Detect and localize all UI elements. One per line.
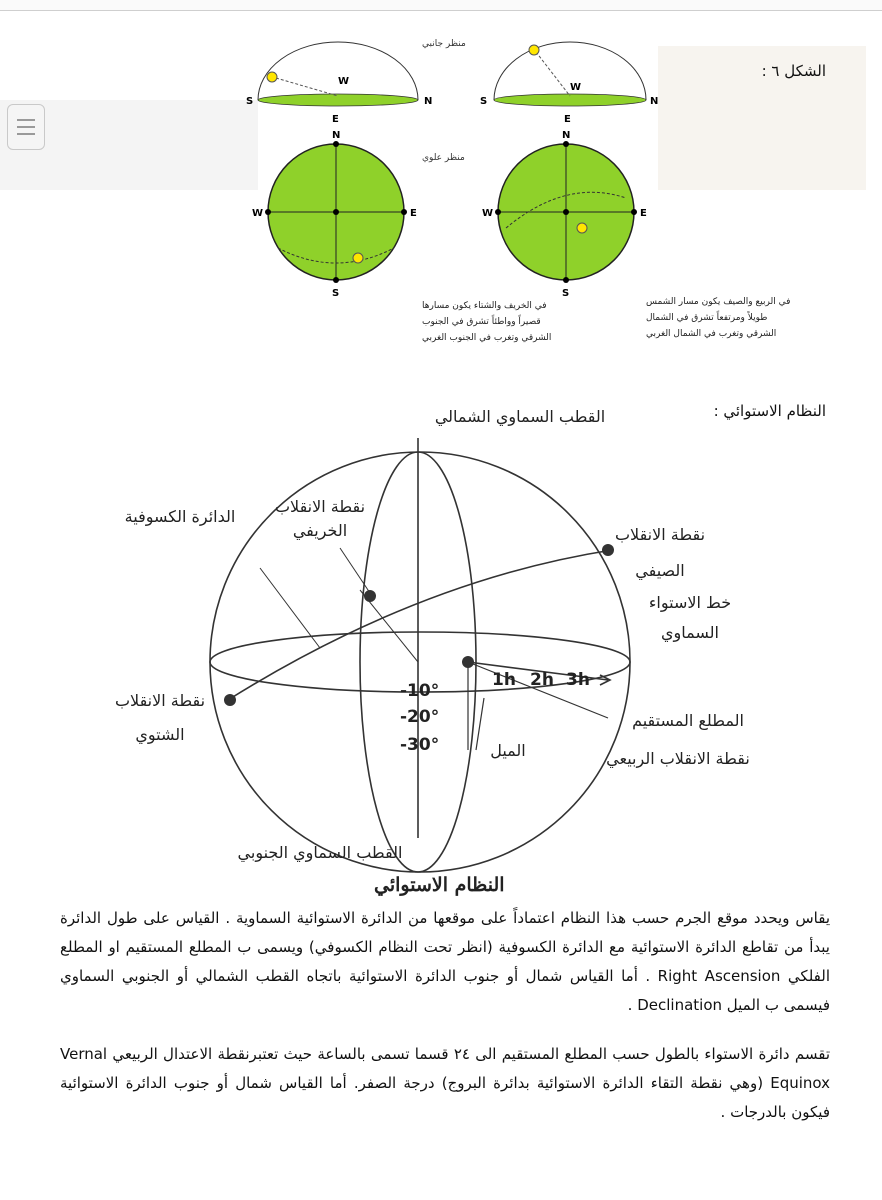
north-label: N (424, 96, 433, 107)
right-dome-diagram (480, 42, 658, 125)
pointer-line (260, 568, 320, 648)
left-dome-diagram (246, 42, 432, 125)
north-label: N (332, 130, 341, 141)
right-top-view (482, 130, 647, 299)
autumn-equinox-label: نقطة الانقلاب (274, 497, 366, 516)
summer-solstice-label: نقطة الانقلاب (614, 525, 706, 544)
north-pole-label: القطب السماوي الشمالي (434, 407, 606, 426)
south-label: S (480, 96, 488, 107)
right-ascension-label: المطلع المستقيم (632, 711, 744, 730)
winter-solstice-label: الشتوي (135, 725, 185, 744)
declination-label: الميل (490, 741, 526, 760)
sun-icon (577, 223, 587, 233)
section-title: النظام الاستوائي : (713, 402, 826, 420)
east-label: E (640, 208, 647, 219)
menu-icon-line (17, 133, 35, 135)
east-label: E (410, 208, 417, 219)
east-label: E (332, 114, 339, 125)
west-label: W (252, 208, 264, 219)
winter-solstice-label: نقطة الانقلاب (114, 691, 206, 710)
celestial-sphere (210, 452, 630, 872)
diagram-caption: النظام الاستوائي (374, 874, 505, 896)
sun-icon (353, 253, 363, 263)
paragraph-1: يقاس ويحدد موقع الجرم حسب هذا النظام اعتماداً على موقعها من الدائرة الاستوائية السماوية . القياس على طول الدائرة يبدأ من تقاطع الدائرة الاستوائية مع الدائرة الكسوفية (انظر تحت النظام الكسوفي) ويسمى ب المطلع المستقيم او المطلع الفلكي Right Ascension . أما القياس شمال أو جنوب الدائرة الاستوائية باتجاه القطب الشمالي أو الجنوبي السماوي فيسمى ب الميل Declination . (60, 909, 830, 1014)
degree-label: -10° (400, 681, 440, 701)
top-bar (0, 0, 882, 11)
north-label: N (650, 96, 659, 107)
degree-label: -20° (400, 707, 440, 727)
winter-solstice-point (224, 694, 236, 706)
left-caption-line: قصيراً وواطئاً تشرق في الجنوب (422, 317, 541, 327)
summer-solstice-point (602, 544, 614, 556)
hour-label: 2h (530, 670, 554, 690)
menu-icon-line (17, 126, 35, 128)
figure-6-sun-paths (246, 28, 791, 358)
hour-label: 3h (566, 670, 590, 690)
menu-icon-line (17, 119, 35, 121)
sun-icon (529, 45, 539, 55)
right-caption-line: طويلاً ومرتفعاً تشرق في الشمال (646, 313, 768, 323)
vernal-equinox-label: نقطة الانقلاب الربيعي (606, 749, 750, 768)
ecliptic-circle (228, 550, 612, 700)
figure-label: الشكل ٦ : (761, 62, 826, 80)
north-label: N (562, 130, 571, 141)
south-pole-label: القطب السماوي الجنوبي (237, 843, 403, 862)
ecliptic-label: الدائرة الكسوفية (124, 507, 236, 526)
left-caption-line: في الخريف والشتاء يكون مسارها (422, 301, 547, 311)
equator-label: السماوي (661, 623, 719, 642)
autumn-equinox-point (364, 590, 376, 602)
east-label: E (564, 114, 571, 125)
hour-label: 1h (492, 670, 516, 690)
vernal-equinox-point (462, 656, 474, 668)
south-label: S (332, 288, 340, 299)
west-label: W (482, 208, 494, 219)
sun-icon (267, 72, 277, 82)
equatorial-system-diagram (100, 400, 800, 900)
paragraph-2: تقسم دائرة الاستواء بالطول حسب المطلع المستقيم الى ٢٤ قسما تسمى بالساعة حيث تعتبرنقطة الاعتدال الربيعي Vernal Equinox (وهي نقطة التقاء الدائرة الاستوائية بدائرة البروج) درجة الصفر. أما القياس شمال أو جنوب الدائرة الاستوائية فيكون بالدرجات . (60, 1045, 830, 1121)
summer-solstice-label: الصيفي (635, 561, 685, 580)
side-view-label: منظر جانبي (422, 39, 466, 49)
left-top-view (252, 130, 417, 299)
right-caption-line: الشرقي وتغرب في الشمال الغربي (646, 329, 777, 339)
west-label: W (338, 76, 350, 87)
equator-label: خط الاستواء (648, 593, 732, 612)
west-label: W (570, 82, 582, 93)
degree-label: -30° (400, 735, 440, 755)
left-caption-line: الشرقي وتغرب في الجنوب الغربي (422, 333, 552, 343)
south-label: S (562, 288, 570, 299)
menu-button[interactable] (7, 104, 45, 150)
autumn-equinox-label: الخريفي (292, 521, 348, 540)
south-label: S (246, 96, 254, 107)
right-caption-line: في الربيع والصيف يكون مسار الشمس (646, 297, 791, 307)
declination-arrow (476, 698, 484, 750)
top-view-label: منظر علوي (422, 153, 465, 163)
